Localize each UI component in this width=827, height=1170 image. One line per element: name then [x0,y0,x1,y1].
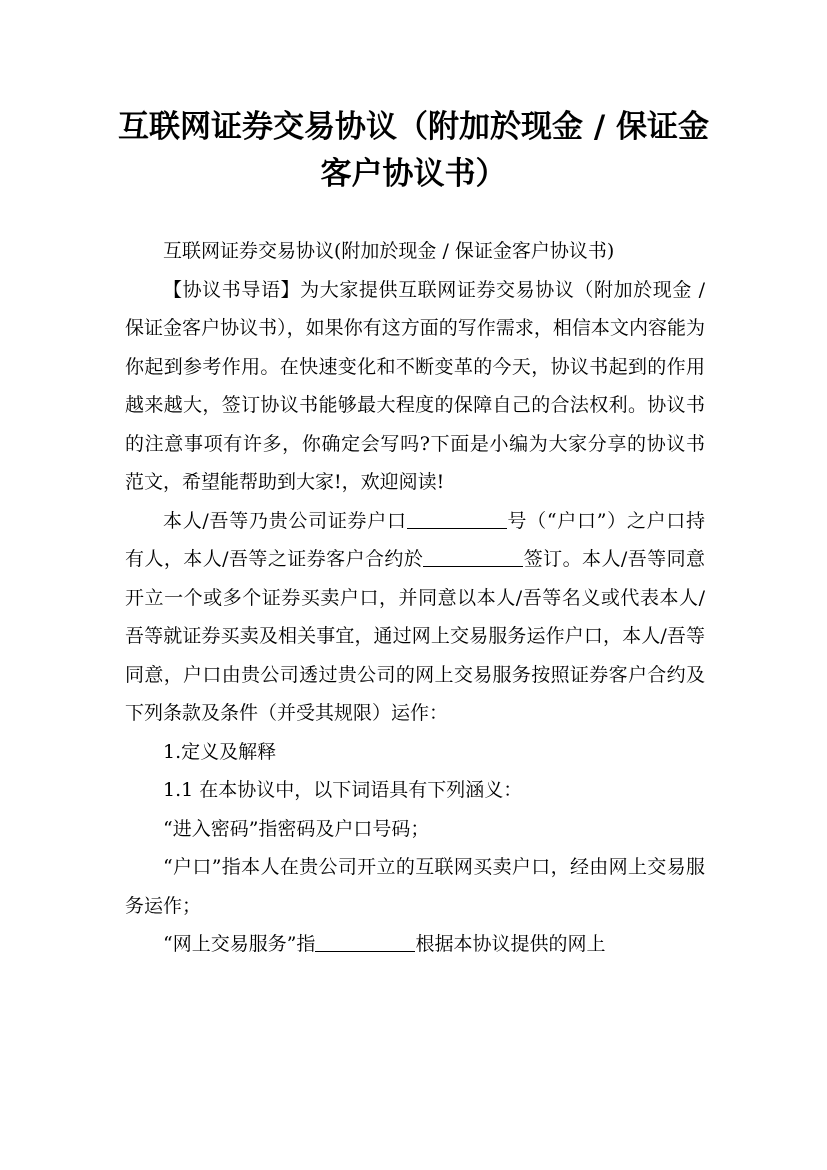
document-body [125,232,705,964]
definition-online-service [125,925,705,964]
document-title [100,104,727,198]
title-line-2: 客户协议书） [320,156,507,192]
def3-text-a: “网上交易服务”指 [163,933,316,955]
provider-blank [315,931,415,952]
main-paragraph [125,502,705,733]
subtitle-paragraph: 互联网证券交易协议(附加於现金 / 保证金客户协议书) [163,240,615,262]
section-1-1-heading: 1.1 在本协议中，以下词语具有下列涵义： [163,779,523,801]
account-number-blank [407,508,507,529]
definition-account: “户口”指本人在贵公司开立的互联网买卖户口，经由网上交易服务运作； [125,856,705,917]
main-text-a: 本人/吾等乃贵公司证券户口 [163,509,407,532]
intro-paragraph: 【协议书导语】为大家提供互联网证券交易协议（附加於现金 / 保证金客户协议书），如果你有这方面的写作需求，相信本文内容能为你起到参考作用。在快速变化和不断变革的今天，协议书起到的作用越来越大，签订协议书能够最大程度的保障自己的合法权利。协议书的注意事项有许多，你确定会写吗?下面是小编为大家分享的协议书范文，希望能帮助到大家!，欢迎阅读! [125,278,705,493]
title-line-1: 互联网证券交易协议（附加於现金 / 保证金 [118,109,709,145]
def3-text-b: 根据本协议提供的网上 [415,933,606,955]
section-1-heading: 1.定义及解释 [163,740,277,763]
definition-password: “进入密码”指密码及户口号码； [163,817,430,840]
main-text-b: 号（“户口”）之户口持有人，本人/吾等之证券客户合约於 [125,509,705,570]
contract-date-blank [423,546,523,567]
main-text-c: 签订。本人/吾等同意开立一个或多个证券买卖户口，并同意以本人/吾等名义或代表本人/吾等就证券买卖及相关事宜，通过网上交易服务运作户口，本人/吾等同意，户口由贵公司透过贵公司的网上交易服务按照证券客户合约及下列条款及条件（并受其规限）运作： [125,548,706,724]
